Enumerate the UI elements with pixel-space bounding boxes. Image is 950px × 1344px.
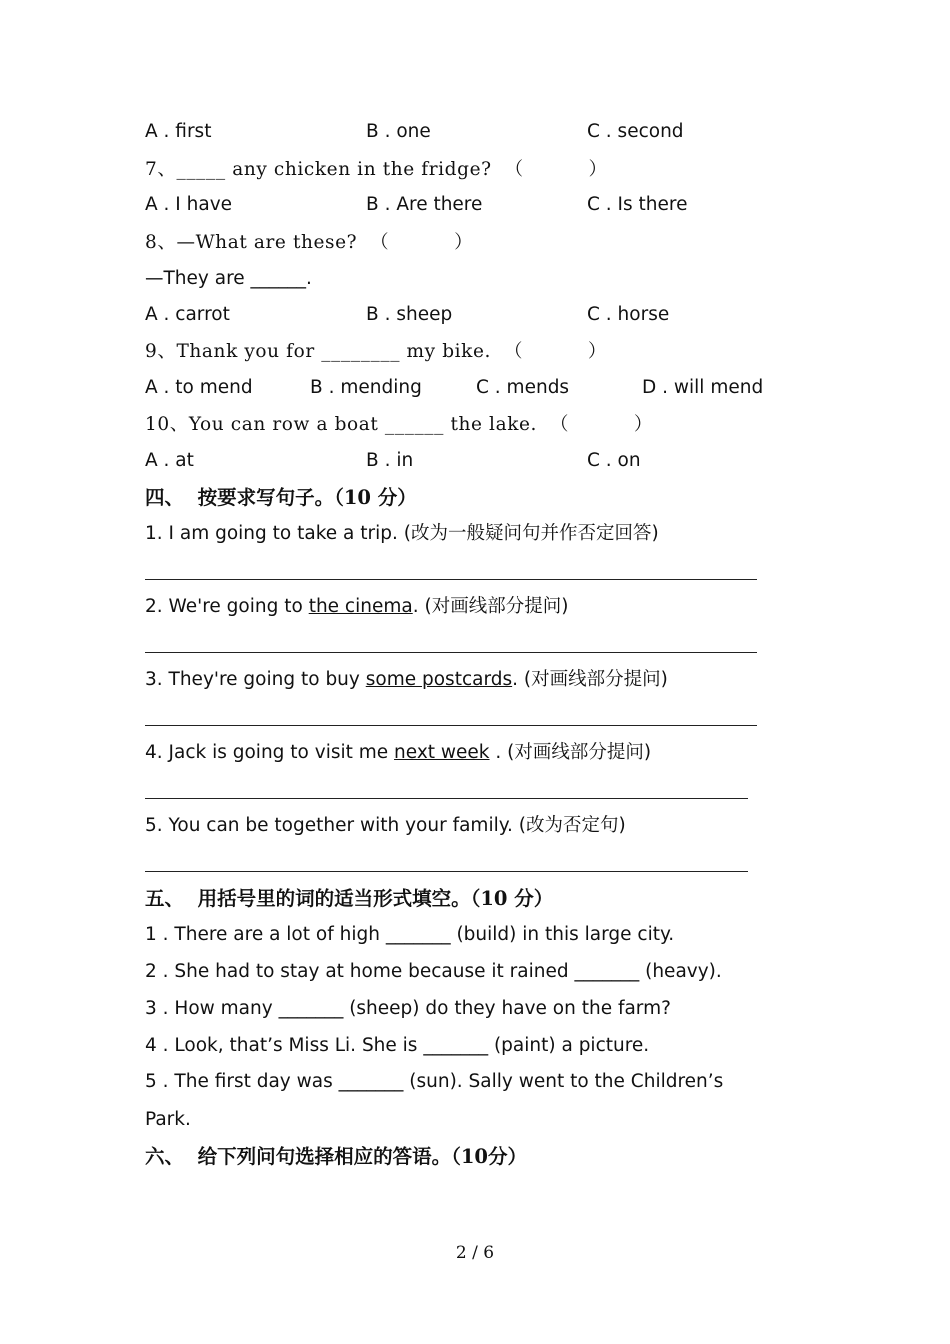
s5-item-5-cont: Park.	[145, 1109, 191, 1130]
q9-option-b: B . mending	[310, 377, 422, 398]
underlined-phrase: next week	[394, 742, 490, 763]
q6-option-a: A . first	[145, 121, 212, 142]
q9-option-c: C . mends	[476, 377, 570, 398]
s5-item-4: 4 . Look, that’s Miss Li. She is _______ (paint) a picture.	[145, 1035, 650, 1056]
section4-title: 四、 按要求写句子。（10 分）	[145, 486, 417, 509]
s4-item-1: 1. I am going to take a trip. (改为一般疑问句并作否定回答)	[145, 523, 659, 544]
underlined-phrase: the cinema	[308, 596, 413, 617]
answer-rule	[145, 725, 757, 726]
section5-title: 五、 用括号里的词的适当形式填空。（10 分）	[145, 887, 554, 910]
q6-option-c: C . second	[587, 121, 684, 142]
s4-item-5: 5. You can be together with your family. (改为否定句)	[145, 815, 626, 836]
q8-option-b: B . sheep	[366, 304, 453, 325]
s5-item-3: 3 . How many _______ (sheep) do they have on the farm?	[145, 998, 671, 1019]
section6-title: 六、 给下列问句选择相应的答语。（10分）	[145, 1145, 527, 1168]
q8-option-a: A . carrot	[145, 304, 230, 325]
q6-option-b: B . one	[366, 121, 431, 142]
q9-option-d: D . will mend	[642, 377, 764, 398]
q8-option-c: C . horse	[587, 304, 670, 325]
answer-rule	[145, 798, 748, 799]
s4-item-3: 3. They're going to buy some postcards. (对画线部分提问)	[145, 669, 668, 690]
answer-rule	[145, 579, 757, 580]
s5-item-2: 2 . She had to stay at home because it rained _______ (heavy).	[145, 961, 722, 982]
q8-answer-line: —They are ______.	[145, 268, 312, 289]
q7-option-b: B . Are there	[366, 194, 483, 215]
s4-item-2: 2. We're going to the cinema. (对画线部分提问)	[145, 596, 569, 617]
answer-rule	[145, 652, 757, 653]
q10-option-c: C . on	[587, 450, 641, 471]
s5-item-1: 1 . There are a lot of high _______ (build) in this large city.	[145, 924, 675, 945]
q7-option-a: A . I have	[145, 194, 233, 215]
s5-item-5: 5 . The first day was _______ (sun). Sally went to the Children’s	[145, 1071, 724, 1092]
q7-stem: 7、_____ any chicken in the fridge? （ ）	[145, 159, 608, 180]
page-number: 2 / 6	[455, 1243, 495, 1263]
underlined-phrase: some postcards	[365, 669, 513, 690]
q9-option-a: A . to mend	[145, 377, 253, 398]
q9-stem: 9、Thank you for ________ my bike. （ ）	[145, 341, 607, 362]
answer-rule	[145, 871, 748, 872]
s4-item-4: 4. Jack is going to visit me next week . (对画线部分提问)	[145, 742, 652, 763]
q10-option-b: B . in	[366, 450, 414, 471]
q10-option-a: A . at	[145, 450, 194, 471]
q10-stem: 10、You can row a boat ______ the lake. （ ）	[145, 414, 654, 435]
q8-stem: 8、—What are these? （ ）	[145, 232, 474, 253]
q7-option-c: C . Is there	[587, 194, 688, 215]
